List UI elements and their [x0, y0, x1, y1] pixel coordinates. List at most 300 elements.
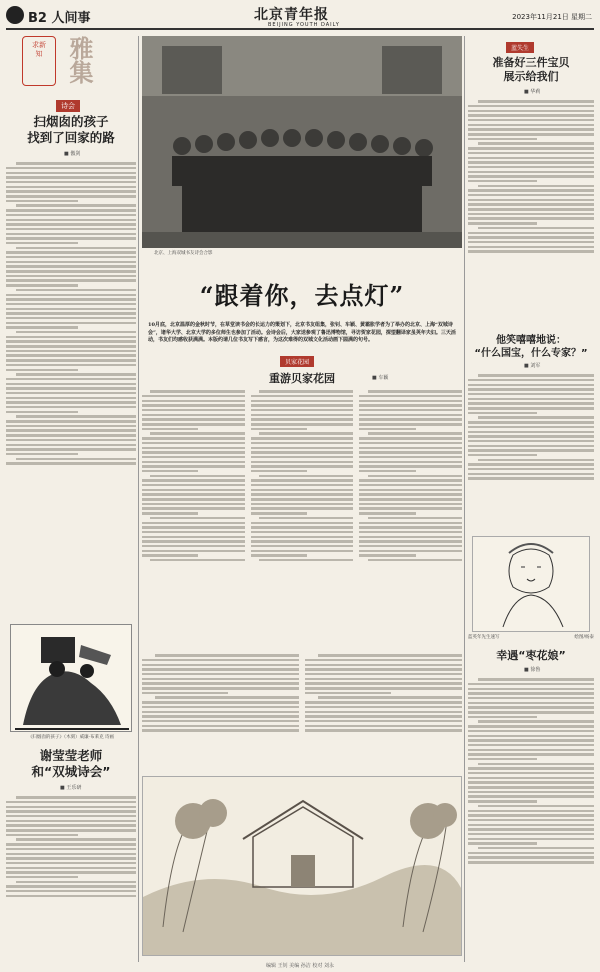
text-line [468, 683, 594, 685]
text-line [359, 531, 462, 533]
text-line [142, 725, 299, 727]
text-line [468, 208, 594, 210]
text-line [6, 200, 78, 202]
text-line [468, 402, 594, 404]
article-headline: 他笑嘻嘻地说： “什么国宝，什么专家？” [474, 335, 588, 359]
text-line [305, 711, 462, 713]
text-line [251, 428, 307, 430]
text-line [251, 493, 354, 495]
text-line [6, 411, 78, 413]
text-line [142, 414, 245, 416]
text-line [142, 437, 245, 439]
text-line [468, 189, 594, 191]
text-line [16, 881, 136, 883]
masthead-english: BEIJING YOUTH DAILY [268, 22, 340, 28]
text-line [468, 702, 594, 704]
text-line [368, 390, 462, 392]
text-line [468, 393, 594, 395]
page-footer: 编辑 王钊 美编 孙洁 校对 刘永 [266, 963, 334, 969]
text-line [468, 473, 594, 475]
text-line [468, 175, 594, 177]
text-line [142, 451, 245, 453]
text-line [142, 692, 228, 694]
text-line [468, 426, 594, 428]
text-line [6, 275, 136, 277]
text-line [359, 545, 462, 547]
text-line [359, 451, 462, 453]
text-line [6, 890, 136, 892]
text-line [251, 512, 307, 514]
text-line [6, 284, 78, 286]
text-line [6, 172, 136, 174]
column-logo: 雅集 [65, 36, 94, 84]
text-line [468, 246, 594, 248]
text-line [259, 390, 353, 392]
text-line [468, 454, 537, 456]
text-line [305, 706, 462, 708]
text-line [259, 432, 353, 434]
text-line [6, 214, 136, 216]
text-line [305, 682, 462, 684]
text-line [305, 659, 462, 661]
text-line [468, 449, 594, 451]
text-line [6, 829, 136, 831]
text-line [468, 105, 594, 107]
text-line [251, 409, 354, 411]
text-line [468, 842, 537, 844]
text-line [478, 185, 594, 187]
text-line [468, 166, 594, 168]
text-line [6, 871, 136, 873]
text-line [6, 186, 136, 188]
text-line [468, 833, 594, 835]
text-line [6, 209, 136, 211]
text-line [142, 659, 299, 661]
sketch-caption: 蓝英年先生速写 [468, 635, 500, 640]
text-line [359, 540, 462, 542]
text-line [468, 800, 537, 802]
text-line [142, 706, 299, 708]
text-line [6, 895, 136, 897]
text-line [142, 423, 245, 425]
text-line [6, 448, 136, 450]
text-line [142, 668, 299, 670]
text-line [468, 791, 594, 793]
text-line [251, 479, 354, 481]
text-line [142, 465, 245, 467]
text-line [478, 720, 594, 722]
text-line [6, 308, 136, 310]
text-line [142, 720, 299, 722]
text-line [468, 421, 594, 423]
text-line [305, 725, 462, 727]
text-line [251, 395, 354, 397]
illustration-caption: 《归烟囱的孩子》（木刻）威廉·布莱克 诗画 [27, 735, 115, 740]
text-line [468, 767, 594, 769]
text-line [468, 398, 594, 400]
text-line [259, 475, 353, 477]
text-line [142, 512, 198, 514]
text-line [468, 838, 594, 840]
text-line [6, 378, 136, 380]
left-column [6, 36, 136, 962]
text-line [142, 507, 245, 509]
text-line [6, 885, 136, 887]
text-line [251, 503, 354, 505]
text-line [6, 223, 136, 225]
text-line [251, 451, 354, 453]
text-line [468, 110, 594, 112]
text-line [468, 180, 537, 182]
column-rule [464, 36, 465, 962]
text-line [468, 241, 594, 243]
text-line [468, 250, 594, 252]
text-line [142, 404, 245, 406]
text-line [468, 222, 537, 224]
text-line [318, 654, 462, 656]
text-line [468, 199, 594, 201]
text-line [468, 692, 594, 694]
text-line [359, 442, 462, 444]
text-line [468, 856, 594, 858]
text-line [16, 289, 136, 291]
intro-paragraph: 10月底，北京温厚的金秋时节，在草堂读书会的长运力的策划下，北京书友组集，张钊、车颖、黄霜胀学者为了举办的北京、上海“双城诗会”，诸华大学、北京大学的多位师生也参加了活动。会诗会后，大家送参观了鲁迅博物馆，寻访贺家花园，探望翻译家虽英年夫妇。三天活动，书友们均感收获满满。本版约请几位书友写下感言，为这次难得的双城文化活动画下圆满的句号。 [148, 322, 456, 343]
text-line [305, 715, 462, 717]
text-line [142, 554, 198, 556]
text-line [6, 298, 136, 300]
text-line [6, 233, 136, 235]
text-line [6, 354, 136, 356]
text-line [6, 867, 136, 869]
text-line [468, 772, 594, 774]
text-line [259, 559, 353, 561]
text-line [468, 758, 537, 760]
text-line [142, 489, 245, 491]
text-line [305, 692, 391, 694]
text-line [359, 512, 415, 514]
text-line [359, 428, 415, 430]
text-line [468, 194, 594, 196]
text-line [142, 484, 245, 486]
text-line [468, 128, 594, 130]
text-line [468, 814, 594, 816]
text-line [251, 404, 354, 406]
article-body [468, 676, 594, 956]
text-line [468, 795, 594, 797]
text-line [468, 735, 594, 737]
text-line [16, 796, 136, 798]
text-line [478, 678, 594, 680]
text-line [16, 162, 136, 164]
article-byline: ■ 徐鲁 [524, 667, 541, 673]
text-line [251, 418, 354, 420]
text-line [6, 429, 136, 431]
text-line [6, 317, 136, 319]
text-line [468, 688, 594, 690]
text-line [142, 522, 245, 524]
article-headline: 准备好三件宝贝 展示给我们 [492, 56, 570, 83]
text-line [6, 294, 136, 296]
photo-caption: 北京、上海双城书友诗会合影 [154, 251, 213, 256]
group-photo [142, 36, 462, 248]
text-line [6, 843, 136, 845]
text-line [478, 763, 594, 765]
section-kicker: 诗会 [56, 100, 80, 112]
text-line [6, 359, 136, 361]
text-line [142, 729, 299, 731]
text-line [478, 142, 594, 144]
text-line [16, 838, 136, 840]
article-byline: ■ 傲剑 [64, 151, 81, 157]
text-line [142, 687, 299, 689]
column-stamp [22, 36, 56, 86]
text-line [6, 369, 78, 371]
text-line [142, 442, 245, 444]
text-line [6, 326, 78, 328]
text-line [142, 711, 299, 713]
text-line [6, 251, 136, 253]
text-line [142, 550, 245, 552]
text-line [305, 701, 462, 703]
text-line [359, 456, 462, 458]
text-line [468, 786, 594, 788]
article-body [359, 388, 462, 648]
text-line [318, 696, 462, 698]
text-line [142, 715, 299, 717]
text-line [359, 479, 462, 481]
text-line [142, 409, 245, 411]
text-line [6, 190, 136, 192]
text-line [142, 479, 245, 481]
text-line [142, 503, 245, 505]
text-line [478, 459, 594, 461]
text-line [468, 138, 537, 140]
text-line [6, 345, 136, 347]
article-body [142, 388, 245, 648]
text-line [468, 157, 594, 159]
stamp-bottom-text: 知 [35, 50, 43, 58]
text-line [142, 428, 198, 430]
text-line [359, 400, 462, 402]
text-line [251, 442, 354, 444]
text-line [359, 507, 462, 509]
text-line [16, 415, 136, 417]
text-line [150, 517, 244, 519]
text-line [6, 444, 136, 446]
section-badge [6, 6, 24, 24]
text-line [359, 418, 462, 420]
text-line [468, 232, 594, 234]
text-line [142, 701, 299, 703]
text-line [468, 124, 594, 126]
text-line [150, 475, 244, 477]
text-line [359, 503, 462, 505]
text-line [468, 236, 594, 238]
text-line [468, 114, 594, 116]
text-line [359, 447, 462, 449]
text-line [142, 418, 245, 420]
text-line [251, 470, 307, 472]
text-line [6, 810, 136, 812]
text-line [468, 861, 594, 863]
text-line [359, 554, 415, 556]
text-line [150, 390, 244, 392]
text-line [6, 406, 136, 408]
text-line [468, 725, 594, 727]
text-line [142, 461, 245, 463]
page-header [6, 4, 594, 30]
text-line [368, 432, 462, 434]
section-name: B2 人间事 [28, 11, 91, 26]
text-line [468, 431, 594, 433]
text-line [359, 522, 462, 524]
section-kicker: 蓝失生 [506, 42, 534, 53]
article-body [251, 388, 354, 648]
text-line [142, 540, 245, 542]
text-line [359, 536, 462, 538]
text-line [251, 461, 354, 463]
text-line [6, 237, 136, 239]
text-line [142, 536, 245, 538]
text-line [359, 461, 462, 463]
text-line [251, 526, 354, 528]
text-line [305, 678, 462, 680]
section-kicker: 贝家花园 [280, 356, 314, 367]
text-line [6, 261, 136, 263]
text-line [468, 852, 594, 854]
text-line [359, 489, 462, 491]
main-headline: “跟着你，去点灯” [199, 281, 405, 310]
text-line [259, 517, 353, 519]
text-line [6, 167, 136, 169]
text-line [305, 668, 462, 670]
text-line [251, 400, 354, 402]
text-line [16, 247, 136, 249]
text-line [6, 857, 136, 859]
text-line [468, 753, 594, 755]
text-line [251, 545, 354, 547]
text-line [251, 414, 354, 416]
text-line [368, 517, 462, 519]
text-line [6, 401, 136, 403]
text-line [142, 526, 245, 528]
article-body [468, 372, 594, 534]
article-body [6, 160, 136, 620]
text-line [478, 227, 594, 229]
column-rule [138, 36, 139, 962]
text-line [142, 470, 198, 472]
text-line [468, 697, 594, 699]
text-line [16, 204, 136, 206]
text-line [468, 133, 594, 135]
text-line [468, 384, 594, 386]
text-line [142, 498, 245, 500]
article-body [6, 794, 136, 954]
text-line [142, 395, 245, 397]
garden-sketch [142, 776, 462, 956]
text-line [468, 388, 594, 390]
text-line [155, 654, 299, 656]
text-line [6, 862, 136, 864]
text-line [305, 673, 462, 675]
text-line [6, 312, 136, 314]
text-line [16, 458, 136, 460]
masthead: 北京青年报 [254, 7, 329, 23]
text-line [468, 477, 594, 479]
text-line [6, 824, 136, 826]
text-line [142, 493, 245, 495]
text-line [142, 531, 245, 533]
text-line [142, 664, 299, 666]
text-line [359, 395, 462, 397]
text-line [359, 414, 462, 416]
text-line [142, 545, 245, 547]
text-line [142, 673, 299, 675]
text-line [468, 468, 594, 470]
text-line [468, 819, 594, 821]
article-headline: 幸遇“枣花娘” [496, 649, 566, 662]
text-line [468, 739, 594, 741]
text-line [468, 706, 594, 708]
text-line [468, 161, 594, 163]
text-line [6, 876, 78, 878]
text-line [478, 374, 594, 376]
stamp-top-text: 求新 [32, 41, 46, 49]
text-line [359, 423, 462, 425]
article-byline: ■ 刘军 [524, 363, 541, 369]
text-line [478, 847, 594, 849]
text-line [468, 171, 594, 173]
text-line [6, 801, 136, 803]
text-line [468, 412, 537, 414]
article-body [468, 98, 594, 330]
article-headline: 谢莹莹老师 和“双城诗会” [31, 748, 111, 779]
text-line [142, 682, 299, 684]
text-line [359, 470, 415, 472]
text-line [468, 440, 594, 442]
text-line [359, 493, 462, 495]
text-line [468, 213, 594, 215]
text-line [468, 379, 594, 381]
text-line [251, 507, 354, 509]
text-line [251, 536, 354, 538]
article-body [305, 652, 462, 772]
text-line [468, 777, 594, 779]
text-line [305, 729, 462, 731]
text-line [468, 119, 594, 121]
sketch-credit: 绘图/杨泰 [574, 635, 594, 640]
text-line [468, 463, 594, 465]
text-line [251, 489, 354, 491]
text-line [6, 815, 136, 817]
text-line [251, 522, 354, 524]
text-line [16, 331, 136, 333]
text-line [6, 176, 136, 178]
text-line [468, 824, 594, 826]
article-byline: ■ 车颖 [372, 375, 389, 381]
text-line [359, 526, 462, 528]
text-line [359, 437, 462, 439]
text-line [468, 730, 594, 732]
text-line [6, 392, 136, 394]
text-line [468, 716, 537, 718]
text-line [251, 456, 354, 458]
text-line [6, 439, 136, 441]
text-line [468, 445, 594, 447]
right-column [468, 36, 594, 962]
text-line [468, 147, 594, 149]
text-line [6, 340, 136, 342]
